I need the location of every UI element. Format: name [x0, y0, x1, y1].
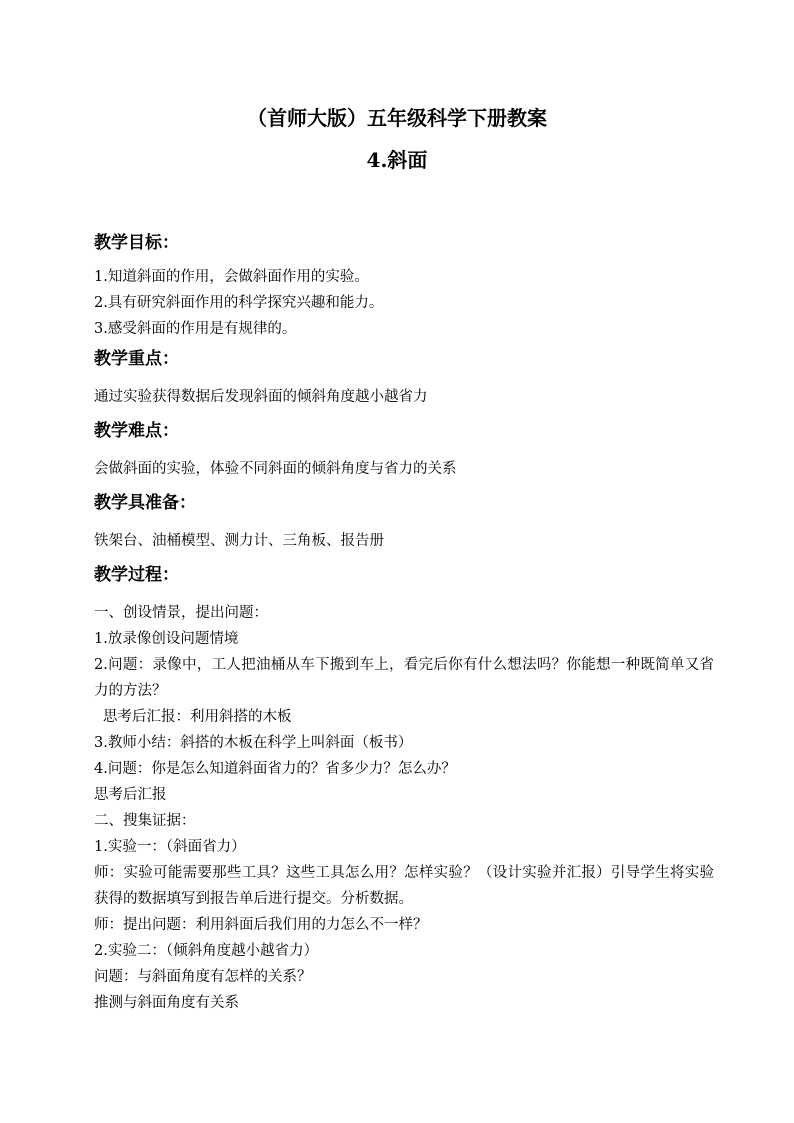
process-line-10: 师：实验可能需要那些工具？这些工具怎么用？怎样实验？（设计实验并汇报）引导学生将实验获得的数据填写到报告单后进行提交。分析数据。: [94, 865, 714, 907]
goal-item-3: 3.感受斜面的作用是有规律的。: [94, 321, 297, 337]
process-line-8: 二、搜集证据：: [94, 813, 196, 829]
process-line-1: 一、创设情景，提出问题：: [94, 605, 268, 621]
process-line-9: 1.实验一：（斜面省力）: [94, 839, 246, 855]
goal-item-2: 2.具有研究斜面作用的科学探究兴趣和能力。: [94, 295, 384, 311]
process-line-4: 思考后汇报：利用斜搭的木板: [103, 709, 292, 725]
goal-item-1: 1.知道斜面的作用，会做斜面作用的实验。: [94, 269, 369, 285]
goals-heading: 教学目标：: [94, 233, 179, 253]
document-body: [94, 226, 714, 1016]
process-line-13: 问题：与斜面角度有怎样的关系？: [94, 969, 312, 985]
process-heading: 教学过程：: [94, 565, 179, 585]
process-line-6: 4.问题：你是怎么知道斜面省力的？省多少力？怎么办？: [94, 761, 456, 777]
materials-text: 铁架台、油桶模型、测力计、三角板、报告册: [94, 533, 384, 549]
process-line-7: 思考后汇报: [94, 787, 167, 803]
key-points-heading: 教学重点：: [94, 349, 179, 369]
process-line-5: 3.教师小结：斜搭的木板在科学上叫斜面（板书）: [94, 735, 413, 751]
process-line-14: 推测与斜面角度有关系: [94, 995, 239, 1011]
process-line-2: 1.放录像创设问题情境: [94, 631, 239, 647]
lesson-title: 4.斜面: [366, 148, 428, 172]
process-line-12: 2.实验二：（倾斜角度越小越省力）: [94, 943, 319, 959]
difficulties-text: 会做斜面的实验，体验不同斜面的倾斜角度与省力的关系: [94, 461, 457, 477]
materials-heading: 教学具准备：: [94, 493, 196, 513]
key-points-text: 通过实验获得数据后发现斜面的倾斜角度越小越省力: [94, 389, 428, 405]
process-line-11: 师：提出问题：利用斜面后我们用的力怎么不一样？: [94, 917, 428, 933]
difficulties-heading: 教学难点：: [94, 421, 179, 441]
process-line-3: 2.问题：录像中，工人把油桶从车下搬到车上，看完后你有什么想法吗？你能想一种既简单又省力的方法？: [94, 657, 714, 699]
document-title: （首师大版）五年级科学下册教案: [247, 106, 547, 130]
